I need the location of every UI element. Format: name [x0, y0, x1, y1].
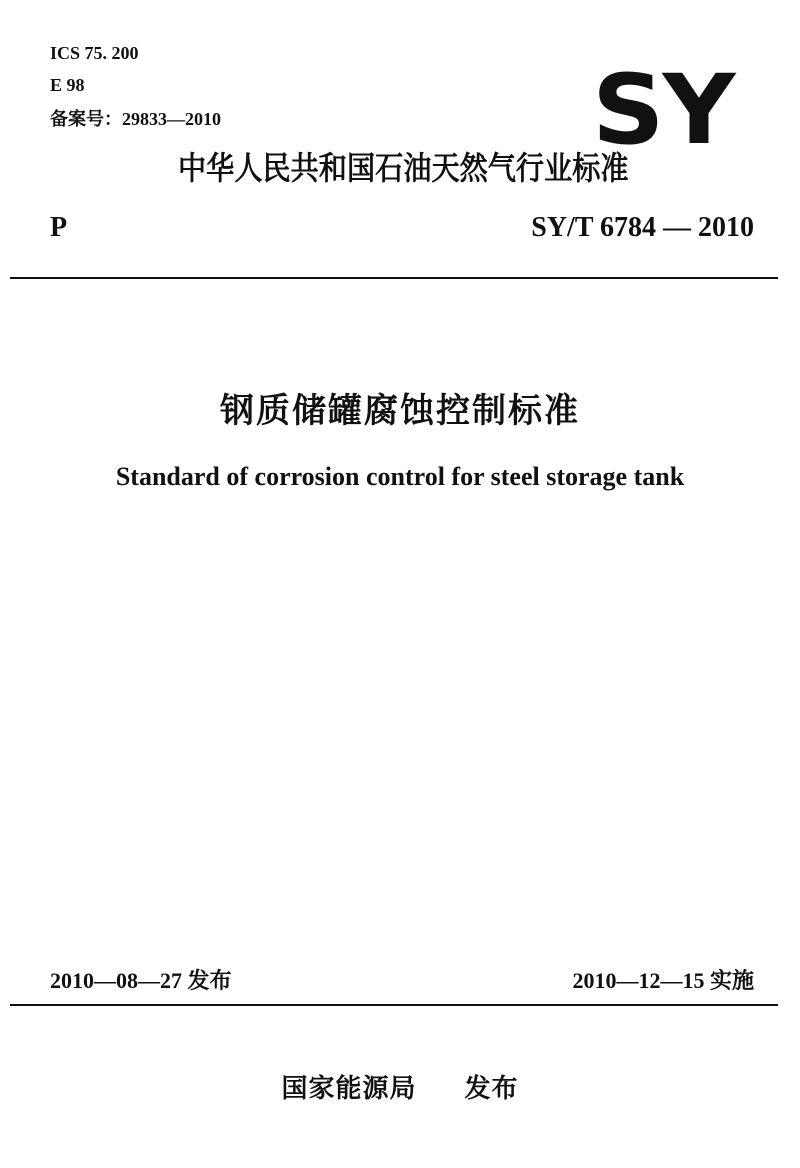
issuer-title: 中华人民共和国石油天然气行业标准	[178, 149, 629, 187]
issue-date: 2010—08—27 发布	[50, 968, 232, 993]
implementation-date: 2010—12—15 实施	[572, 968, 754, 993]
bottom-divider	[10, 1004, 778, 1006]
title-english: Standard of corrosion control for steel storage tank	[115, 462, 685, 491]
sy-logo: SY	[592, 54, 734, 166]
document-class: P	[50, 212, 68, 243]
classification-code: E 98	[50, 75, 85, 95]
ics-code: ICS 75. 200	[50, 43, 139, 63]
publisher: 国家能源局 发布	[281, 1074, 519, 1104]
standard-number: SY/T 6784 — 2010	[531, 212, 754, 243]
record-number: 备案号：29833—2010	[50, 109, 221, 129]
title-chinese: 钢质储罐腐蚀控制标准	[220, 391, 580, 431]
top-divider	[10, 277, 778, 279]
